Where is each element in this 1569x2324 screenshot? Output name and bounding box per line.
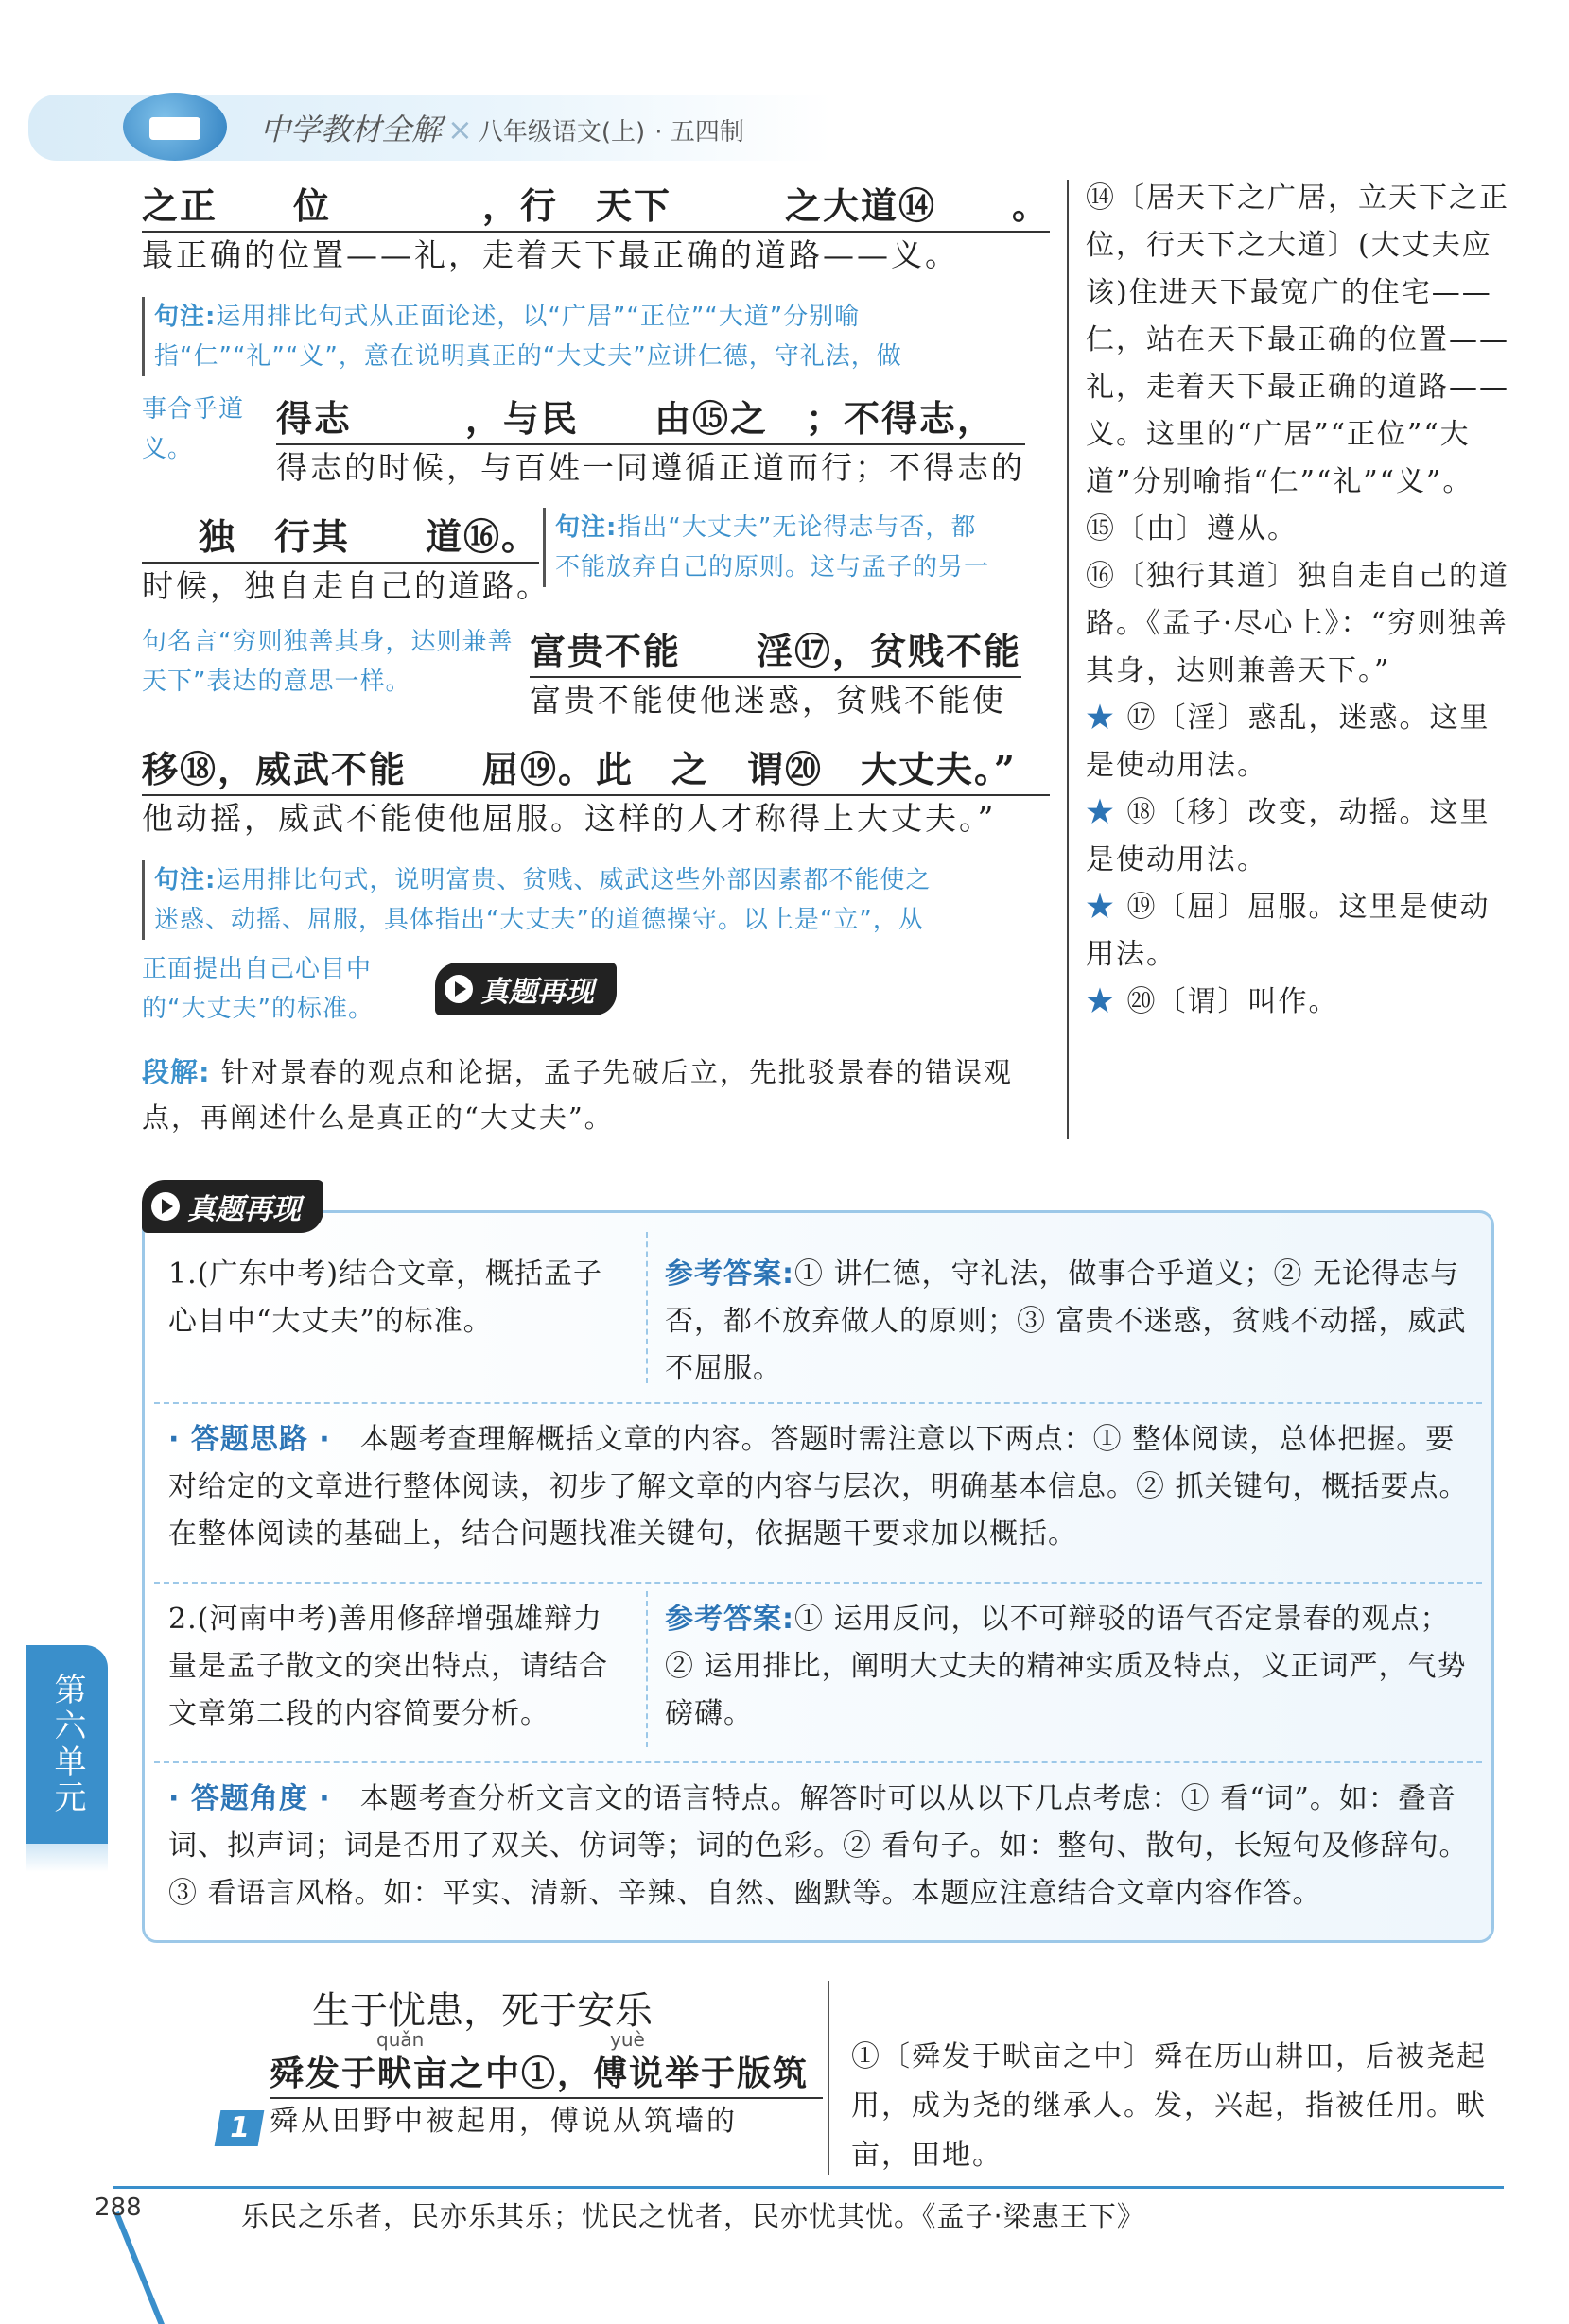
original-line: 移⑱，威武不能 屈⑲。此 之 谓⑳ 大丈夫。” xyxy=(142,740,1050,796)
annotation-text: ⑯〔独行其道〕独自走自己的道路。《孟子·尽心上》：“穷则独善其身，达则兼善天下。” xyxy=(1086,560,1509,687)
answer-1 xyxy=(665,1251,1469,1393)
question-2: 2.(河南中考)善用修辞增强雄辩力量是孟子散文的突出特点，请结合文章第二段的内容简要分析。 xyxy=(168,1603,608,1730)
note-text: 运用排比句式从正面论述，以“广居”“正位”“大道”分别喻 xyxy=(216,303,861,331)
answer-label: 参考答案: xyxy=(665,1257,794,1291)
translation-line: 得志的时候，与百姓一同遵循正道而行；不得志的 xyxy=(276,449,1025,486)
annotation-item xyxy=(1086,695,1511,789)
lesson-annotation: ①〔舜发于畎亩之中〕舜在历山耕田，后被尧起用，成为尧的继承人。发，兴起，指被任用。畎亩，田地。 xyxy=(851,2040,1487,2172)
column-divider xyxy=(1067,180,1069,1139)
row-divider xyxy=(154,1402,1482,1404)
annotation-text: ⑭〔居天下之广居，立天下之正位，行天下之大道〕(大丈夫应该)住进天下最宽广的住宅——仁，站在天下最正确的位置——礼，走着天下最正确的道路——义。这里的“广居”“正位”“大道”分别喻指“仁”“礼”“义”。 xyxy=(1086,182,1509,498)
cell-divider xyxy=(646,1232,648,1383)
exam-section-badge xyxy=(142,1180,323,1233)
original-line: 舜发于畎亩之中①，傅说举于版筑 xyxy=(270,2047,823,2099)
row-divider xyxy=(154,1582,1482,1584)
main-text-column xyxy=(142,175,1050,1140)
annotation-item xyxy=(1086,789,1511,884)
annotation-text: ⑲〔屈〕屈服。这里是使动用法。 xyxy=(1086,891,1491,971)
page-number: 288 xyxy=(95,2194,142,2222)
system-label: · 五四制 xyxy=(654,118,744,147)
star-icon: ★ xyxy=(1086,702,1116,735)
pinyin-annotation: quǎn xyxy=(376,2028,425,2051)
note-text: 不能放弃自己的原则。这与孟子的另一 xyxy=(555,553,990,581)
page-header xyxy=(0,0,1569,189)
star-icon: ★ xyxy=(1086,796,1116,829)
header-separator: × xyxy=(447,112,473,147)
note-text: 事合乎道义。 xyxy=(142,395,245,463)
tip-label: · 答题思路 · xyxy=(168,1423,331,1456)
note-text: 正面提出自己心目中的“大丈夫”的标准。 xyxy=(142,955,374,1023)
star-icon: ★ xyxy=(1086,891,1116,924)
play-icon xyxy=(445,975,473,1003)
tab-fade xyxy=(26,1844,108,1872)
lesson-title: 生于忧患，死于安乐 xyxy=(312,1989,653,2033)
original-line: 得志 ，与民 由⑮之 ；不得志， xyxy=(276,390,1025,445)
annotation-text: ⑮〔由〕遵从。 xyxy=(1086,512,1298,546)
star-icon: ★ xyxy=(1086,985,1116,1018)
note-tag: 句注: xyxy=(154,303,217,331)
grade-label: 八年级语文(上) xyxy=(478,118,646,147)
original-line: 富贵不能 淫⑰，贫贱不能 xyxy=(530,622,1021,678)
corner-decoration xyxy=(113,2211,165,2324)
footer-quote: 乐民之乐者，民亦乐其乐；忧民之忧者，民亦忧其忧。《孟子·梁惠王下》 xyxy=(241,2200,1145,2232)
note-tag: 句注: xyxy=(154,866,217,894)
badge-label: 真题再现 xyxy=(187,1193,301,1226)
row-divider xyxy=(154,1761,1482,1763)
cell-divider xyxy=(646,1591,648,1747)
lesson-divider xyxy=(828,1981,829,2175)
answer-text: ① 讲仁德，守礼法，做事合乎道义；② 无论得志与否，都不放弃做人的原则；③ 富贵不迷惑，贫贱不动摇，威武不屈服。 xyxy=(665,1257,1467,1385)
annotation-item xyxy=(1086,506,1511,553)
pinyin-annotation: yuè xyxy=(610,2028,645,2051)
tip-text: 本题考查分析文言文的语言特点。解答时可以从以下几点考虑：① 看“词”。如：叠音词、拟声词；词是否用了双关、仿词等；词的色彩。② 看句子。如：整句、散句，长短句及修辞句。③ 看语言风格。如：平实、清新、辛辣、自然、幽默等。本题应注意结合文章内容作答。 xyxy=(168,1782,1469,1910)
annotation-column xyxy=(1086,175,1511,1026)
tip-label: · 答题角度 · xyxy=(168,1782,331,1815)
book-logo-icon xyxy=(123,93,227,161)
translation-line: 时候，独自走自己的道路。 xyxy=(142,567,550,604)
answer-label: 参考答案: xyxy=(665,1603,794,1636)
header-title xyxy=(260,106,744,149)
original-line: 独 行其 道⑯。 xyxy=(142,508,539,564)
tip-2 xyxy=(168,1776,1478,1917)
translation-line: 富贵不能使他迷惑，贫贱不能使 xyxy=(530,682,1006,719)
note-tag: 句注: xyxy=(555,513,618,542)
note-text: 指出“大丈夫”无论得志与否，都 xyxy=(617,513,977,542)
lesson-text xyxy=(218,2047,823,2144)
note-text: 指“仁”“礼”“义”，意在说明真正的“大丈夫”应讲仁德，守礼法，做 xyxy=(154,342,902,371)
annotation-item xyxy=(1086,979,1511,1026)
original-line: 之正 位 ，行 天下 之大道⑭ 。 xyxy=(142,177,1050,233)
note-text: 迷惑、动摇、屈服，具体指出“大丈夫”的道德操守。以上是“立”，从 xyxy=(154,906,924,934)
exam-box xyxy=(142,1210,1494,1943)
translation-line: 舜从田野中被起用，傅说从筑墙的 xyxy=(270,2105,738,2138)
answer-text: ① 运用反问，以不可辩驳的语气否定景春的观点；② 运用排比，阐明大丈夫的精神实质及特点，义正词严，气势磅礴。 xyxy=(665,1603,1467,1730)
tip-1 xyxy=(168,1416,1478,1558)
annotation-item xyxy=(1086,553,1511,695)
annotation-item xyxy=(1086,175,1511,506)
exam-link-badge[interactable] xyxy=(435,963,617,1015)
unit-tab: 第六单元 xyxy=(26,1645,108,1844)
play-icon xyxy=(151,1192,180,1221)
para-tag: 段解: xyxy=(142,1056,211,1088)
answer-2 xyxy=(665,1596,1469,1738)
question-1: 1.(广东中考)结合文章，概括孟子心目中“大丈夫”的标准。 xyxy=(168,1257,603,1338)
annotation-text: ⑱〔移〕改变，动摇。这里是使动用法。 xyxy=(1086,796,1491,876)
annotation-text: ⑳〔谓〕叫作。 xyxy=(1126,985,1339,1018)
book-title: 中学教材全解 xyxy=(260,112,443,147)
annotation-text: ⑰〔淫〕惑乱，迷惑。这里是使动用法。 xyxy=(1086,702,1491,782)
badge-label: 真题再现 xyxy=(480,976,594,1009)
translation-line: 他动摇，威武不能使他屈服。这样的人才称得上大丈夫。” xyxy=(142,800,997,837)
tip-text: 本题考查理解概括文章的内容。答题时需注意以下两点：① 整体阅读，总体把握。要对给定的文章进行整体阅读，初步了解文章的内容与层次，明确基本信息。② 抓关键句，概括要点。在整体阅读的基础上，结合问题找准关键句，依据题干要求加以概括。 xyxy=(168,1423,1469,1551)
annotation-item xyxy=(1086,884,1511,979)
sentence-note xyxy=(142,860,1050,940)
note-text: 运用排比句式，说明富贵、贫贱、威武这些外部因素都不能使之 xyxy=(216,866,932,894)
paragraph-number: 1 xyxy=(215,2110,265,2146)
translation-line: 最正确的位置——礼，走着天下最正确的道路——义。 xyxy=(142,236,959,273)
sentence-note xyxy=(543,508,1050,587)
footer-rule xyxy=(113,2186,1504,2189)
para-text: 针对景春的观点和论据，孟子先破后立，先批驳景春的错误观点，再阐述什么是真正的“大丈夫”。 xyxy=(142,1056,1013,1134)
paragraph-analysis xyxy=(142,1049,1050,1140)
sentence-note xyxy=(142,297,1050,376)
note-text: 句名言“穷则独善其身，达则兼善天下”表达的意思一样。 xyxy=(142,628,514,696)
